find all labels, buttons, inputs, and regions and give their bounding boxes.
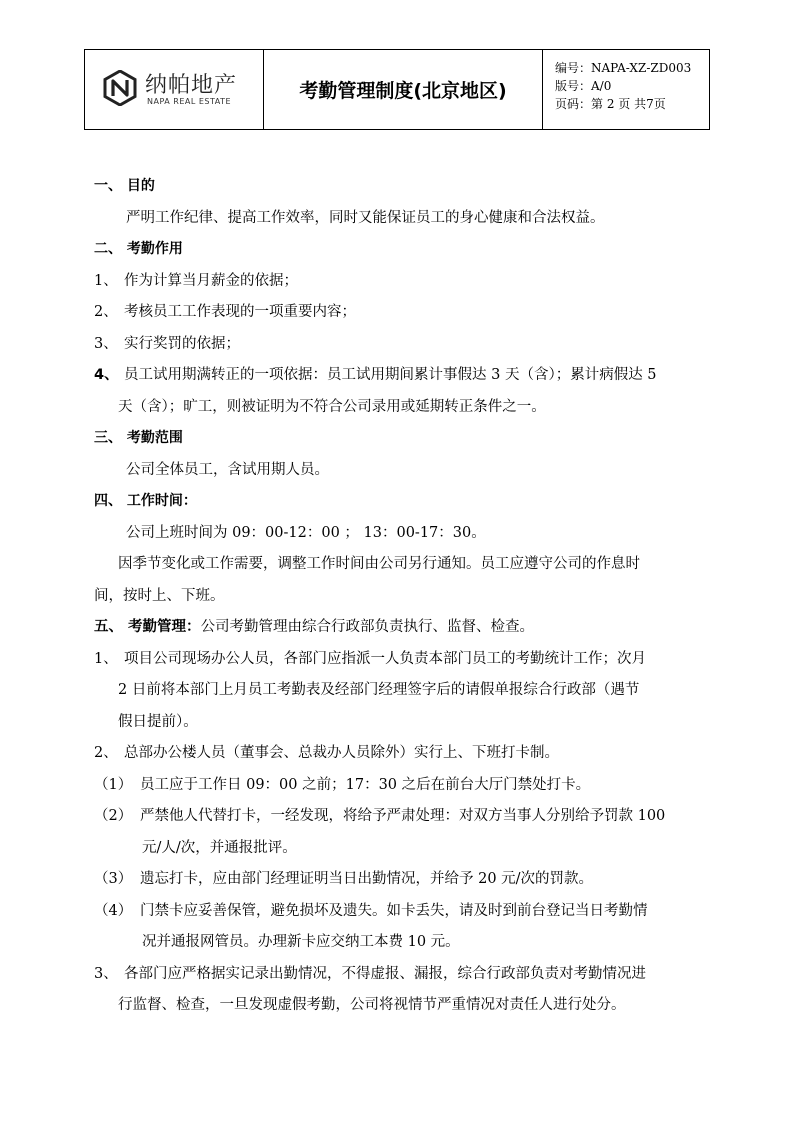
list-item-continuation: 天（含）；旷工，则被证明为不符合公司录用或延期转正条件之一。: [118, 398, 546, 415]
sub-list-item: [94, 770, 714, 802]
item-number: 1、: [94, 272, 118, 289]
section-5-title: 五、 考勤管理：: [94, 619, 201, 635]
list-item: [94, 738, 714, 770]
document-title: 考勤管理制度(北京地区): [264, 50, 543, 129]
list-item-continuation: 行监督、检查，一旦发现虚假考勤，公司将视情节严重情况对责任人进行处分。: [118, 997, 626, 1013]
item-text: 实行奖罚的依据；: [124, 335, 240, 352]
section-3-text: 公司全体员工，含试用期人员。: [126, 461, 329, 478]
doc-version: 版号：A/0: [555, 79, 612, 93]
list-item: [94, 266, 714, 298]
section-3-heading: 三、 考勤范围: [94, 430, 183, 446]
section-5-heading: [94, 612, 714, 644]
list-item-continuation: 假日提前）。: [118, 713, 198, 730]
sub-item-number: （4）: [94, 902, 133, 919]
logo-chinese-name: 纳帕地产: [145, 73, 238, 98]
section-1-heading: 一、 目的: [94, 178, 155, 194]
sub-list-item-continuation: 元/人/次，并通报批评。: [142, 839, 297, 856]
item-number: 4、: [94, 367, 119, 383]
list-item-continuation: 2 日前将本部门上月员工考勤表及经部门经理签字后的请假单报综合行政部（遇节: [118, 682, 640, 698]
item-number: 3、: [94, 965, 118, 982]
doc-number: 编号：NAPA-XZ-ZD003: [555, 61, 692, 75]
company-logo: [85, 50, 264, 129]
napa-logo-icon: [102, 70, 138, 106]
item-text: 员工试用期满转正的一项依据：员工试用期间累计事假达 3 天（含）；累计病假达 5: [124, 367, 657, 383]
document-body: [94, 171, 714, 1022]
item-number: 2、: [94, 745, 118, 761]
sub-item-text: 严禁他人代替打卡，一经发现，将给予严肃处理：对双方当事人分别给予罚款 100: [140, 808, 666, 824]
item-text: 考核员工工作表现的一项重要内容；: [124, 304, 356, 320]
sub-list-item: [94, 801, 714, 833]
section-1-text: 严明工作纪律、提高工作效率，同时又能保证员工的身心健康和合法权益。: [126, 209, 605, 226]
item-text: 项目公司现场办公人员，各部门应指派一人负责本部门员工的考勤统计工作；次月: [124, 650, 646, 667]
doc-page: 页码：第 2 页 共7页: [555, 97, 666, 111]
work-hours-note: 因季节变化或工作需要，调整工作时间由公司另行通知。员工应遵守公司的作息时: [118, 556, 640, 572]
sub-item-number: （3）: [94, 871, 133, 887]
document-meta: [543, 50, 709, 129]
list-item: [94, 959, 714, 991]
section-4-heading: 四、 工作时间：: [94, 493, 197, 509]
list-item: [94, 644, 714, 676]
item-text: 作为计算当月薪金的依据；: [124, 272, 298, 289]
work-hours-note-cont: 间，按时上、下班。: [94, 587, 225, 604]
sub-item-number: （2）: [94, 808, 133, 824]
item-number: 2、: [94, 304, 118, 320]
list-item: [94, 297, 714, 329]
item-text: 各部门应严格据实记录出勤情况，不得虚报、漏报，综合行政部负责对考勤情况进: [124, 965, 646, 982]
item-number: 1、: [94, 650, 118, 667]
section-2-heading: 二、 考勤作用: [94, 241, 183, 257]
sub-item-text: 遗忘打卡，应由部门经理证明当日出勤情况，并给予 20 元/次的罚款。: [140, 871, 594, 887]
list-item: [94, 329, 714, 361]
section-5-lead: 公司考勤管理由综合行政部负责执行、监督、检查。: [200, 619, 535, 635]
sub-list-item-continuation: 况并通报网管员。办理新卡应交纳工本费 10 元。: [142, 934, 460, 950]
sub-list-item: [94, 896, 714, 928]
document-header: [84, 49, 710, 130]
item-number: 3、: [94, 335, 118, 352]
sub-list-item: [94, 864, 714, 896]
work-hours-text: 公司上班时间为 09：00-12：00 ； 13：00-17：30。: [126, 524, 486, 541]
list-item: [94, 360, 714, 392]
sub-item-text: 员工应于工作日 09：00 之前；17：30 之后在前台大厅门禁处打卡。: [140, 776, 591, 793]
sub-item-text: 门禁卡应妥善保管，避免损坏及遗失。如卡丢失，请及时到前台登记当日考勤情: [140, 902, 648, 919]
sub-item-number: （1）: [94, 776, 133, 793]
item-text: 总部办公楼人员（董事会、总裁办人员除外）实行上、下班打卡制。: [124, 745, 559, 761]
logo-english-name: NAPA REAL ESTATE: [147, 97, 232, 106]
